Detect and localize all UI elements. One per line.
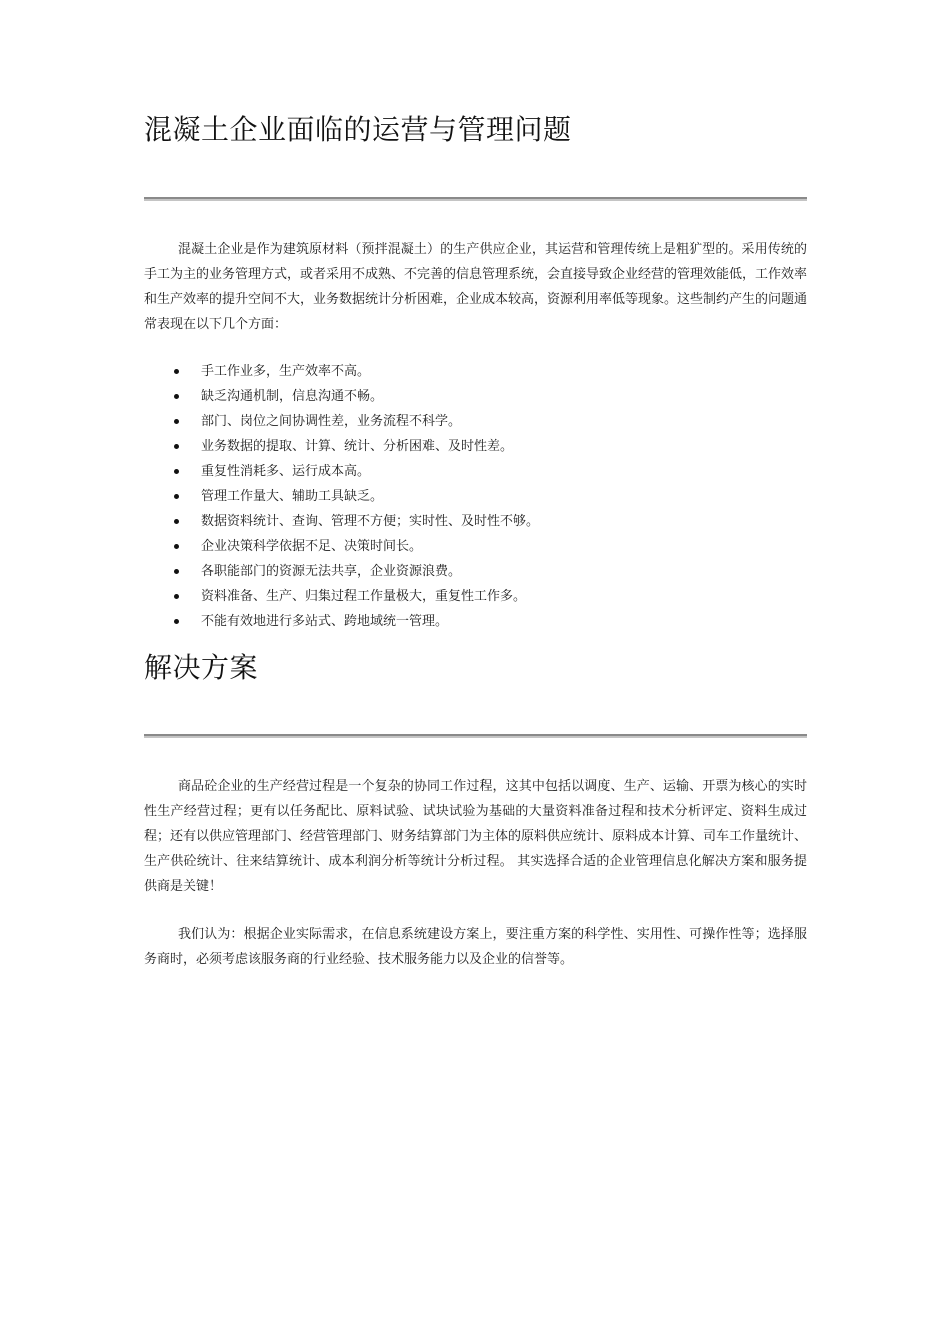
list-item-text: 各职能部门的资源无法共享，企业资源浪费。 (201, 564, 462, 579)
list-item (144, 534, 807, 559)
bullet-icon (174, 419, 179, 424)
bullet-icon (174, 544, 179, 549)
list-item-text: 数据资料统计、查询、管理不方便；实时性、及时性不够。 (201, 514, 540, 529)
solution-paragraph: 商品砼企业的生产经营过程是一个复杂的协同工作过程，这其中包括以调度、生产、运输、开票为核心的实时性生产经营过程；更有以任务配比、原料试验、试块试验为基础的大量资料准备过程和技术分析评定、资料生成过程；还有以供应管理部门、经营管理部门、财务结算部门为主体的原料供应统计、原料成本计算、司车工作量统计、生产供砼统计、往来结算统计、成本利润分析等统计分析过程。 其实选择合适的企业管理信息化解决方案和服务提供商是关键！ (144, 779, 808, 894)
intro-paragraph: 混凝土企业是作为建筑原材料（预拌混凝土）的生产供应企业，其运营和管理传统上是粗犷型的。采用传统的手工为主的业务管理方式，或者采用不成熟、不完善的信息管理系统，会直接导致企业经营的管理效能低，工作效率和生产效率的提升空间不大，业务数据统计分析困难，企业成本较高，资源利用率低等现象。这些制约产生的问题通常表现在以下几个方面： (144, 242, 808, 332)
bullet-icon (174, 594, 179, 599)
bullet-icon (174, 494, 179, 499)
list-item (144, 459, 807, 484)
bullet-icon (174, 394, 179, 399)
list-item (144, 484, 807, 509)
section-divider (144, 734, 807, 738)
list-item (144, 609, 807, 634)
list-item (144, 584, 807, 609)
list-item (144, 384, 807, 409)
bullet-icon (174, 444, 179, 449)
list-item-text: 不能有效地进行多站式、跨地域统一管理。 (201, 614, 449, 629)
list-item (144, 509, 807, 534)
list-item (144, 559, 807, 584)
section-heading-problems: 混凝土企业面临的运营与管理问题 (144, 113, 572, 146)
list-item (144, 409, 807, 434)
problem-list (144, 359, 807, 634)
list-item-text: 管理工作量大、辅助工具缺乏。 (201, 489, 384, 504)
list-item (144, 359, 807, 384)
bullet-icon (174, 369, 179, 374)
bullet-icon (174, 469, 179, 474)
bullet-icon (174, 619, 179, 624)
section-divider (144, 197, 807, 201)
list-item-text: 缺乏沟通机制，信息沟通不畅。 (201, 389, 384, 404)
list-item-text: 手工作业多，生产效率不高。 (201, 364, 371, 379)
list-item-text: 重复性消耗多、运行成本高。 (201, 464, 371, 479)
recommendation-paragraph: 我们认为：根据企业实际需求，在信息系统建设方案上，要注重方案的科学性、实用性、可操作性等；选择服务商时，必须考虑该服务商的行业经验、技术服务能力以及企业的信誉等。 (144, 927, 807, 967)
list-item-text: 部门、岗位之间协调性差，业务流程不科学。 (201, 414, 462, 429)
section-heading-solution: 解决方案 (144, 651, 259, 684)
bullet-icon (174, 519, 179, 524)
bullet-icon (174, 569, 179, 574)
list-item-text: 企业决策科学依据不足、决策时间长。 (201, 539, 423, 554)
list-item-text: 业务数据的提取、计算、统计、分析困难、及时性差。 (201, 439, 514, 454)
list-item (144, 434, 807, 459)
list-item-text: 资料准备、生产、归集过程工作量极大，重复性工作多。 (201, 589, 527, 604)
